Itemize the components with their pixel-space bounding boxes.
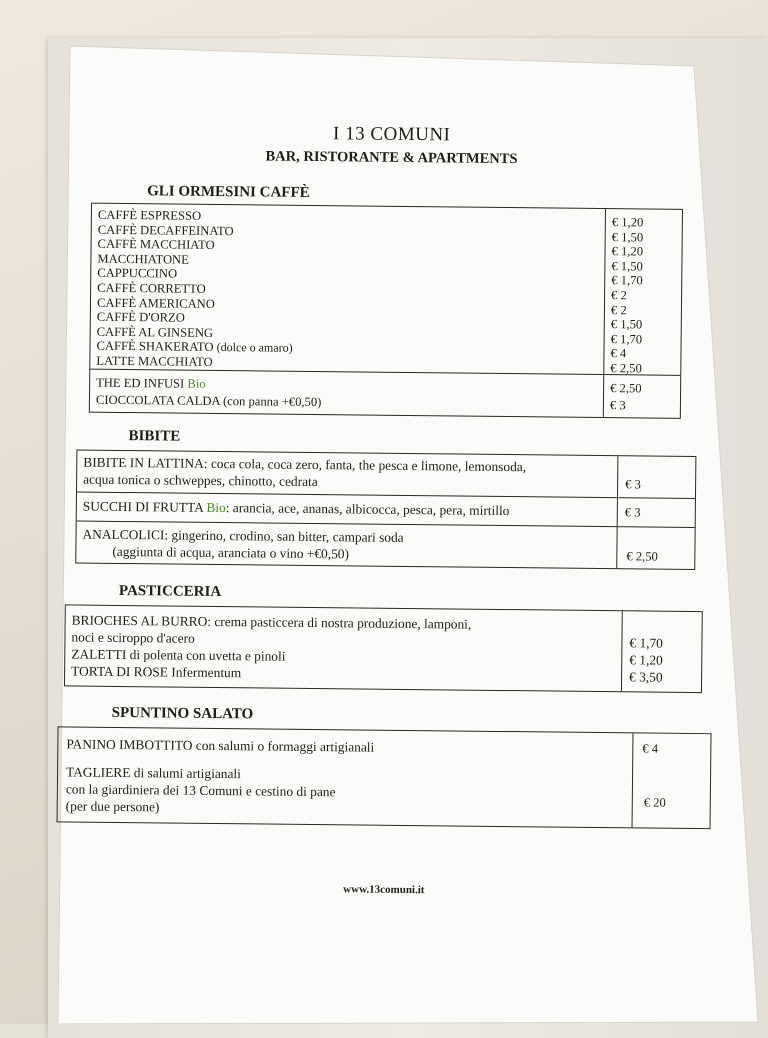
- menu-item: CAFFÈ AL GINSENG: [96, 324, 214, 340]
- bio-tag: Bio: [206, 499, 226, 516]
- item-line: TAGLIERE di salumi artigianali: [65, 764, 241, 782]
- bibite-table: [75, 450, 696, 570]
- bibite-item-succhi: [83, 498, 510, 519]
- item-price: € 1,70: [629, 635, 664, 651]
- price-divider: [621, 611, 623, 691]
- item-price: € 3,50: [629, 669, 663, 685]
- menu-item: CAFFÈ MACCHIATO: [97, 236, 215, 253]
- pasticceria-price-list: [629, 634, 663, 685]
- section-heading-caffe: GLI ORMESINI CAFFÈ: [147, 183, 310, 201]
- item-description: : arancia, ace, ananas, albicocca, pesca, pera, mirtillo: [225, 500, 510, 519]
- caffe-item-list: [96, 208, 294, 371]
- item-line: BIBITE IN LATTINA: coca cola, coca zero, fanta, the pesca e limone, lemonsoda,: [83, 454, 527, 475]
- menu-sheet: [58, 44, 762, 1024]
- item-name: THE ED INFUSI: [96, 375, 185, 391]
- item-line: ZALETTI di polenta con uvetta e pinoli: [71, 646, 286, 664]
- spuntino-table: [57, 726, 712, 829]
- caffe-extra-prices: [610, 380, 642, 414]
- menu-item: CAFFÈ ESPRESSO: [97, 207, 202, 223]
- item-price: € 1,70: [611, 273, 643, 288]
- item-note: (dolce o amaro): [216, 340, 293, 356]
- item-line: BRIOCHES AL BURRO: crema pasticcera di nostra produzione, lamponi,: [71, 612, 472, 632]
- pasticceria-item-list: [71, 611, 471, 683]
- item-price: € 1,50: [611, 258, 643, 274]
- caffe-extra-list: [96, 375, 322, 411]
- menu-item: CAFFÈ DECAFFEINATO: [97, 222, 234, 238]
- restaurant-subtitle: BAR, RISTORANTE & APARTMENTS: [265, 148, 518, 168]
- item-price: € 4: [610, 346, 627, 361]
- item-name: SUCCHI DI FRUTTA: [82, 498, 204, 515]
- item-line: TORTA DI ROSE Infermentum: [71, 663, 242, 681]
- restaurant-title: I 13 COMUNI: [332, 123, 451, 146]
- item-panino: PANINO IMBOTTITO con salumi o formaggi artigianali: [66, 736, 375, 755]
- item-price: € 1,50: [610, 317, 643, 332]
- item-price: € 2,50: [610, 361, 642, 376]
- caffe-extra-row: [90, 369, 680, 418]
- item-name: CAFFÈ SHAKERATO: [96, 339, 214, 355]
- item-name: CIOCCOLATA CALDA: [95, 392, 220, 409]
- price-divider: [632, 733, 634, 827]
- item-price: € 1,20: [611, 244, 644, 259]
- menu-item: CAFFÈ CORRETTO: [97, 280, 206, 296]
- item-price: € 2,50: [626, 549, 658, 564]
- bibite-item-analcolici: [82, 526, 403, 563]
- item-note: (con panna +€0,50): [222, 394, 322, 410]
- item-tagliere: [66, 763, 336, 817]
- item-price: € 3: [609, 398, 626, 413]
- caffe-price-list: [610, 215, 643, 376]
- menu-content: [52, 40, 766, 1027]
- item-price: € 1,20: [611, 215, 644, 230]
- item-line: (aggiunta di acqua, aranciata o vino +€0,50): [112, 543, 350, 562]
- pasticceria-table: [64, 604, 703, 693]
- item-line: (per due persone): [65, 798, 160, 815]
- item-line: noci e sciroppo d'acero: [71, 629, 195, 646]
- menu-item: CAPPUCCINO: [97, 266, 178, 281]
- item-line: con la giardiniera dei 13 Comuni e cestino di pane: [65, 781, 336, 800]
- item-price: € 20: [643, 795, 666, 810]
- item-price: € 2: [610, 302, 627, 317]
- item-line: acqua tonica o schweppes, chinotto, cedrata: [83, 471, 318, 490]
- item-price: € 3: [624, 505, 641, 520]
- section-heading-pasticceria: PASTICCERIA: [118, 582, 222, 601]
- menu-item: LATTE MACCHIATO: [96, 353, 213, 369]
- section-heading-bibite: BIBITE: [128, 428, 181, 445]
- item-price: € 1,50: [611, 229, 644, 245]
- website-url: www.13comuni.it: [343, 883, 425, 897]
- menu-item: CAFFÈ AMERICANO: [96, 295, 215, 311]
- bibite-item-lattina: [83, 454, 526, 493]
- item-line: ANALCOLICI: gingerino, crodino, san bitter, campari soda: [82, 526, 404, 545]
- item-price: € 2,50: [610, 381, 642, 396]
- menu-item: MACCHIATONE: [97, 251, 189, 267]
- section-heading-spuntino: SPUNTINO SALATO: [111, 704, 254, 723]
- item-price: € 3: [625, 477, 641, 492]
- item-price: € 4: [642, 741, 659, 756]
- item-price: € 1,70: [610, 331, 643, 347]
- bio-tag: Bio: [187, 376, 206, 391]
- caffe-table: [89, 203, 683, 419]
- menu-item: [96, 392, 322, 411]
- bibite-row-analcolici: [76, 521, 694, 570]
- item-price: € 2: [611, 288, 627, 303]
- item-price: € 1,20: [629, 652, 663, 668]
- menu-item: CAFFÈ D'ORZO: [96, 309, 185, 325]
